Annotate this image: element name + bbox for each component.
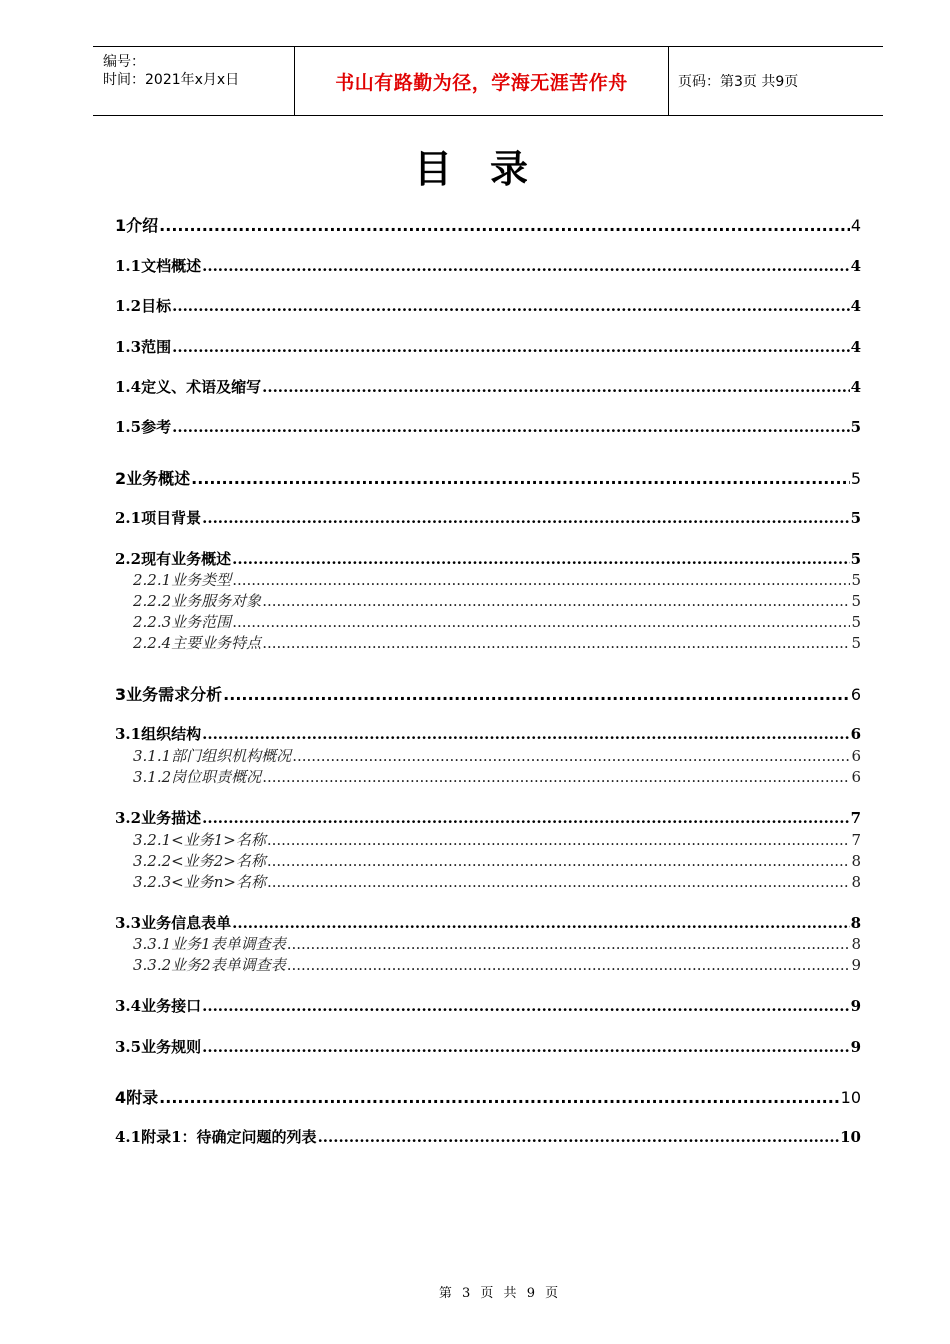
toc-entry-number: 3.2 [115,809,142,827]
toc-entry[interactable] [115,807,861,828]
toc-entry-title: <业务1>名称 [171,831,266,849]
toc-entry-page: 6 [851,747,861,765]
page-header [93,46,883,116]
toc-entry-title: <业务n>名称 [171,873,266,891]
toc-entry-number: 4 [115,1088,127,1107]
toc-entry[interactable] [115,1126,861,1147]
toc-entry-title: 介绍 [126,216,159,235]
toc-entry-number: 1.3 [115,338,142,356]
toc-entry-page: 5 [850,469,861,488]
toc-entry[interactable] [115,376,861,397]
toc-entry-number: 2.2.4 [133,634,172,652]
toc-entry-number: 3 [115,685,127,704]
toc-entry-leader [172,338,849,356]
toc-entry-page: 5 [850,509,861,527]
toc-entry-page: 4 [850,216,861,235]
toc-entry-leader [267,831,851,849]
toc-entry-number: 2 [115,469,127,488]
header-page-info: 页码：第3页 共9页 [678,74,799,90]
toc-entry-title: 业务1表单调查表 [171,935,286,953]
toc-entry-page: 5 [850,418,861,436]
toc-entry[interactable] [133,766,861,787]
toc-entry-title: 业务概述 [126,469,191,488]
toc-entry-title: 附录 [126,1088,159,1107]
toc-entry-leader [202,809,849,827]
toc-entry-number: 1 [115,216,127,235]
toc-entry[interactable] [115,416,861,437]
page-footer: 第 3 页 共 9 页 [438,1286,562,1301]
toc-entry[interactable] [115,682,861,705]
toc-entry-page: 6 [851,768,861,786]
toc-entry-leader [232,613,850,631]
toc-entry-leader [202,725,849,743]
toc-entry-number: 3.1.2 [133,768,172,786]
toc-entry-title: 业务类型 [171,571,232,589]
toc-entry-title: 项目背景 [141,509,202,527]
toc-entry-leader [172,418,849,436]
toc-entry-leader [159,216,850,235]
toc-entry-number: 1.4 [115,378,142,396]
toc-entry-page: 10 [840,1128,861,1146]
toc-entry-page: 5 [851,592,861,610]
toc-entry[interactable] [115,548,861,569]
header-meta [93,47,294,115]
toc-entry-leader [318,1128,840,1146]
toc-entry-number: 2.2.3 [133,613,172,631]
toc-entry-leader [172,297,849,315]
toc-entry-number: 4.1 [115,1128,142,1146]
toc-entry[interactable] [115,213,861,236]
toc-entry[interactable] [115,912,861,933]
toc-entry-leader [202,509,849,527]
toc-entry-title: 业务描述 [141,809,202,827]
toc-entry[interactable] [133,632,861,653]
toc-entry-page: 10 [840,1088,861,1107]
toc-entry-title: 文档概述 [141,257,202,275]
toc-entry[interactable] [115,507,861,528]
toc-entry-number: 3.2.1 [133,831,172,849]
toc-entry-page: 5 [851,571,861,589]
toc-entry-number: 3.3.1 [133,935,172,953]
toc-entry-number: 2.1 [115,509,142,527]
toc-entry-title: 业务需求分析 [126,685,223,704]
toc-entry-page: 7 [850,809,861,827]
toc-entry[interactable] [115,1036,861,1057]
toc-entry[interactable] [133,745,861,766]
toc-entry-number: 2.2.1 [133,571,172,589]
toc-entry-number: 1.5 [115,418,142,436]
toc-entry-number: 1.2 [115,297,142,315]
toc-entry-title: 范围 [141,338,172,356]
toc-entry-number: 3.3.2 [133,956,172,974]
header-motto-cell [294,47,669,115]
toc-entry-page: 8 [850,914,861,932]
toc-entry-leader [262,378,849,396]
toc-entry[interactable] [133,590,861,611]
toc-entry-title: 主要业务特点 [171,634,262,652]
toc-entry-number: 1.1 [115,257,142,275]
toc-entry-title: <业务2>名称 [171,852,266,870]
toc-entry-leader [232,571,850,589]
toc-entry-page: 8 [851,873,861,891]
toc-entry-number: 3.2.3 [133,873,172,891]
toc-entry-number: 3.1 [115,725,142,743]
toc-entry-title: 定义、术语及缩写 [141,378,262,396]
toc-entry-title: 业务信息表单 [141,914,232,932]
header-page-cell [668,47,883,115]
toc-entry-page: 4 [850,338,861,356]
toc-entry[interactable] [115,723,861,744]
toc-entry-page: 9 [851,956,861,974]
toc-entry-page: 5 [851,634,861,652]
toc-entry-leader [159,1088,839,1107]
toc-entry[interactable] [115,1085,861,1108]
toc-entry-title: 附录1：待确定问题的列表 [141,1128,317,1146]
toc-entry-page: 5 [851,613,861,631]
toc-entry-page: 9 [850,1038,861,1056]
toc-entry[interactable] [133,871,861,892]
toc-entry[interactable] [115,295,861,316]
doc-time-label: 时间：2021年x月x日 [103,72,240,88]
toc-entry[interactable] [133,569,861,590]
toc-entry-page: 4 [850,297,861,315]
toc-entry[interactable] [115,336,861,357]
toc-entry-page: 7 [851,831,861,849]
toc-entry-leader [262,634,850,652]
toc-entry-number: 3.1.1 [133,747,172,765]
toc-entry-page: 5 [850,550,861,568]
toc-entry-page: 6 [850,725,861,743]
toc-entry[interactable] [115,466,861,489]
toc-entry-leader [267,852,851,870]
toc-entry-title: 目标 [141,297,172,315]
toc-entry-leader [262,768,850,786]
toc-entry-title: 现有业务概述 [141,550,232,568]
toc-entry-leader [232,550,849,568]
header-motto: 书山有路勤为径，学海无涯苦作舟 [335,71,628,94]
toc-entry-title: 业务规则 [141,1038,202,1056]
toc-entry-title: 业务接口 [141,997,202,1015]
toc-entry-page: 4 [850,378,861,396]
toc-entry-title: 参考 [141,418,172,436]
toc-entry-leader [287,935,851,953]
toc-entry-title: 业务服务对象 [171,592,262,610]
toc-entry-leader [232,914,849,932]
toc-entry[interactable] [133,850,861,871]
toc-entry-leader [223,685,850,704]
toc-entry[interactable] [133,933,861,954]
toc-entry-leader [262,592,850,610]
toc-entry-leader [292,747,850,765]
toc-entry-leader [202,1038,849,1056]
toc-entry-number: 3.4 [115,997,142,1015]
toc-entry-page: 4 [850,257,861,275]
toc-entry-page: 9 [850,997,861,1015]
toc-entry-title: 业务2表单调查表 [171,956,286,974]
toc-entry-leader [191,469,850,488]
toc-entry[interactable] [133,829,861,850]
toc-entry[interactable] [133,954,861,975]
toc-entry[interactable] [115,255,861,276]
toc-entry-page: 6 [850,685,861,704]
toc-entry-leader [202,257,849,275]
toc-entry-title: 组织结构 [141,725,202,743]
toc-entry-title: 部门组织机构概况 [171,747,292,765]
toc-entry-page: 8 [851,852,861,870]
toc-entry-leader [202,997,849,1015]
toc-entry[interactable] [133,611,861,632]
toc-entry-leader [287,956,851,974]
toc-entry-number: 3.5 [115,1038,142,1056]
toc-entry[interactable] [115,995,861,1016]
toc-entry-number: 2.2 [115,550,142,568]
toc-entry-title: 业务范围 [171,613,232,631]
doc-number-label: 编号： [103,54,145,70]
toc-entry-number: 3.3 [115,914,142,932]
toc-entry-leader [267,873,850,891]
page-title: 目录 [413,146,566,191]
toc-entry-title: 岗位职责概况 [171,768,262,786]
toc-entry-number: 3.2.2 [133,852,172,870]
toc-entry-number: 2.2.2 [133,592,172,610]
toc-entry-page: 8 [851,935,861,953]
